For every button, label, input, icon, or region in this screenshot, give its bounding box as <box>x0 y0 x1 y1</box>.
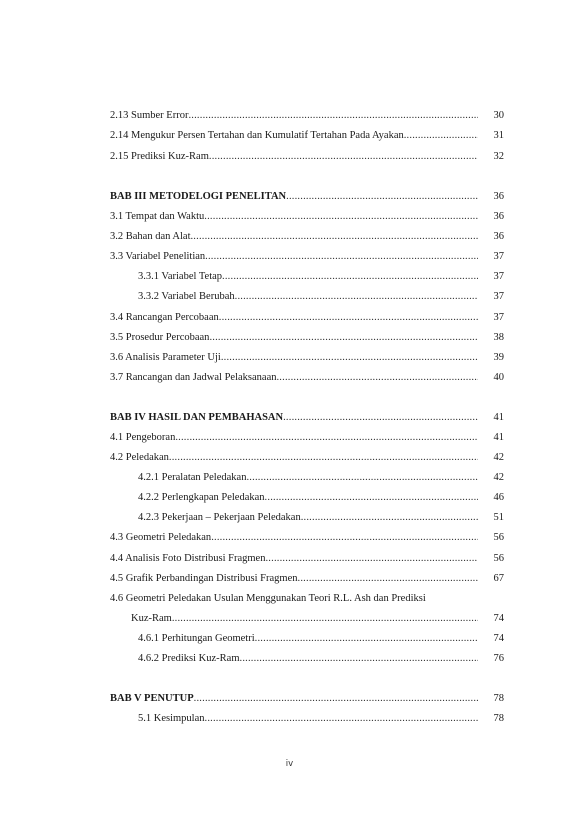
toc-entry-page: 78 <box>493 693 504 704</box>
toc-entry-page: 67 <box>493 573 504 584</box>
toc-entry-title: BAB V PENUTUP <box>110 693 194 704</box>
toc-entry-page: 37 <box>493 251 504 262</box>
toc-entry-page: 32 <box>493 151 504 162</box>
toc-entry-page: 36 <box>493 211 504 222</box>
dot-leader <box>246 471 478 485</box>
toc-entry-title: 2.14 Mengukur Persen Tertahan dan Kumulatif Tertahan Pada Ayakan <box>110 130 404 141</box>
toc-entry-page: 56 <box>493 532 504 543</box>
toc-entry <box>110 150 504 164</box>
dot-leader <box>205 250 478 264</box>
dot-leader <box>235 290 478 304</box>
dot-leader <box>221 351 478 365</box>
toc-entry-page: 40 <box>493 372 504 383</box>
toc-entry-continuation <box>131 612 504 626</box>
toc-entry-page: 41 <box>493 412 504 423</box>
toc-entry-title: 4.1 Pengeboran <box>110 432 176 443</box>
toc-entry-title: 3.7 Rancangan dan Jadwal Pelaksanaan <box>110 372 277 383</box>
dot-leader <box>172 612 478 626</box>
toc-entry-page: 39 <box>493 352 504 363</box>
toc-entry-title: 3.4 Rancangan Percobaan <box>110 312 219 323</box>
toc-entry-title: 2.13 Sumber Error <box>110 110 189 121</box>
toc-subentry <box>138 632 504 646</box>
toc-entry-page: 37 <box>493 291 504 302</box>
toc-entry-title: 4.5 Grafik Perbandingan Distribusi Fragmen <box>110 573 298 584</box>
toc-entry-page: 30 <box>493 110 504 121</box>
toc-entry-title: Kuz-Ram <box>131 613 172 624</box>
dot-leader <box>194 692 478 706</box>
dot-leader <box>175 431 478 445</box>
dot-leader <box>222 270 478 284</box>
toc-entry-title: 3.3.2 Variabel Berubah <box>138 291 235 302</box>
dot-leader <box>204 210 478 224</box>
toc-entry-title: 4.2.1 Peralatan Peledakan <box>138 472 247 483</box>
toc-entry-page: 37 <box>493 312 504 323</box>
toc-entry-page: 74 <box>493 613 504 624</box>
toc-entry <box>110 129 504 143</box>
toc-chapter-entry <box>110 411 504 425</box>
toc-entry-title: 4.6.2 Prediksi Kuz-Ram <box>138 653 240 664</box>
toc-entry-page: 31 <box>493 130 504 141</box>
toc-entry-page: 41 <box>493 432 504 443</box>
dot-leader <box>188 109 478 123</box>
toc-entry-title: 4.2 Peledakan <box>110 452 169 463</box>
toc-entry <box>110 572 504 586</box>
toc-entry-page: 76 <box>493 653 504 664</box>
toc-entry-title: 4.2.3 Pekerjaan – Pekerjaan Peledakan <box>138 512 301 523</box>
toc-chapter-entry <box>110 190 504 204</box>
toc-entry <box>110 552 504 566</box>
dot-leader <box>276 371 478 385</box>
toc-entry-title: 3.3.1 Variabel Tetap <box>138 271 223 282</box>
toc-entry <box>110 331 504 345</box>
toc-entry <box>110 531 504 545</box>
toc-entry-page: 56 <box>493 553 504 564</box>
toc-entry-title: 5.1 Kesimpulan <box>138 713 205 724</box>
dot-leader <box>265 491 478 505</box>
toc-entry-title: BAB III METODELOGI PENELITAN <box>110 191 287 202</box>
toc-entry-title: 3.3 Variabel Penelitian <box>110 251 206 262</box>
toc-entry-page: 74 <box>493 633 504 644</box>
dot-leader <box>209 150 478 164</box>
toc-entry <box>110 451 504 465</box>
dot-leader <box>301 511 478 525</box>
toc-entry-title: 4.2.2 Perlengkapan Peledakan <box>138 492 265 503</box>
toc-chapter-entry <box>110 692 504 706</box>
toc-entry-title: 4.6.1 Perhitungan Geometri <box>138 633 255 644</box>
page-number: iv <box>285 759 294 769</box>
toc-entry-page: 42 <box>493 472 504 483</box>
dot-leader <box>404 129 478 143</box>
dot-leader <box>283 411 478 425</box>
toc-entry-page: 36 <box>493 231 504 242</box>
toc-subentry <box>138 712 504 726</box>
dot-leader <box>298 572 478 586</box>
dot-leader <box>255 632 478 646</box>
dot-leader <box>240 652 479 666</box>
toc-entry-title: 2.15 Prediksi Kuz-Ram <box>110 151 209 162</box>
toc-entry-title: 3.1 Tempat dan Waktu <box>110 211 205 222</box>
toc-entry <box>110 210 504 224</box>
toc-subentry <box>138 652 504 666</box>
dot-leader <box>219 311 478 325</box>
toc-entry-page: 42 <box>493 452 504 463</box>
toc-entry-page: 36 <box>493 191 504 202</box>
toc-entry-title: 4.3 Geometri Peledakan <box>110 532 212 543</box>
dot-leader <box>209 331 478 345</box>
dot-leader <box>169 451 478 465</box>
toc-entry-title: 4.4 Analisis Foto Distribusi Fragmen <box>110 553 266 564</box>
toc-entry <box>110 431 504 445</box>
toc-subentry <box>138 511 504 525</box>
toc-subentry <box>138 491 504 505</box>
toc-entry-page: 78 <box>493 713 504 724</box>
toc-subentry <box>138 270 504 284</box>
toc-entry <box>110 250 504 264</box>
dot-leader <box>205 712 479 726</box>
toc-subentry <box>138 471 504 485</box>
dot-leader <box>286 190 478 204</box>
toc-entry-title: 3.6 Analisis Parameter Uji <box>110 352 221 363</box>
toc-entry <box>110 371 504 385</box>
toc-entry-title: BAB IV HASIL DAN PEMBAHASAN <box>110 412 284 423</box>
toc-entry-page: 38 <box>493 332 504 343</box>
toc-entry-title: 3.5 Prosedur Percobaan <box>110 332 210 343</box>
toc-entry-title: 4.6 Geometri Peledakan Usulan Menggunakan Teori R.L. Ash dan Prediksi <box>110 593 426 604</box>
toc-entry-title: 3.2 Bahan dan Alat <box>110 231 191 242</box>
toc-subentry <box>138 290 504 304</box>
toc-entry-page: 37 <box>493 271 504 282</box>
toc-entry-page: 46 <box>493 492 504 503</box>
toc-entry-page: 51 <box>493 512 504 523</box>
toc-entry <box>110 311 504 325</box>
dot-leader <box>211 531 478 545</box>
toc-entry <box>110 109 504 123</box>
toc-entry <box>110 351 504 365</box>
dot-leader <box>265 552 478 566</box>
toc-entry <box>110 230 504 244</box>
dot-leader <box>190 230 478 244</box>
